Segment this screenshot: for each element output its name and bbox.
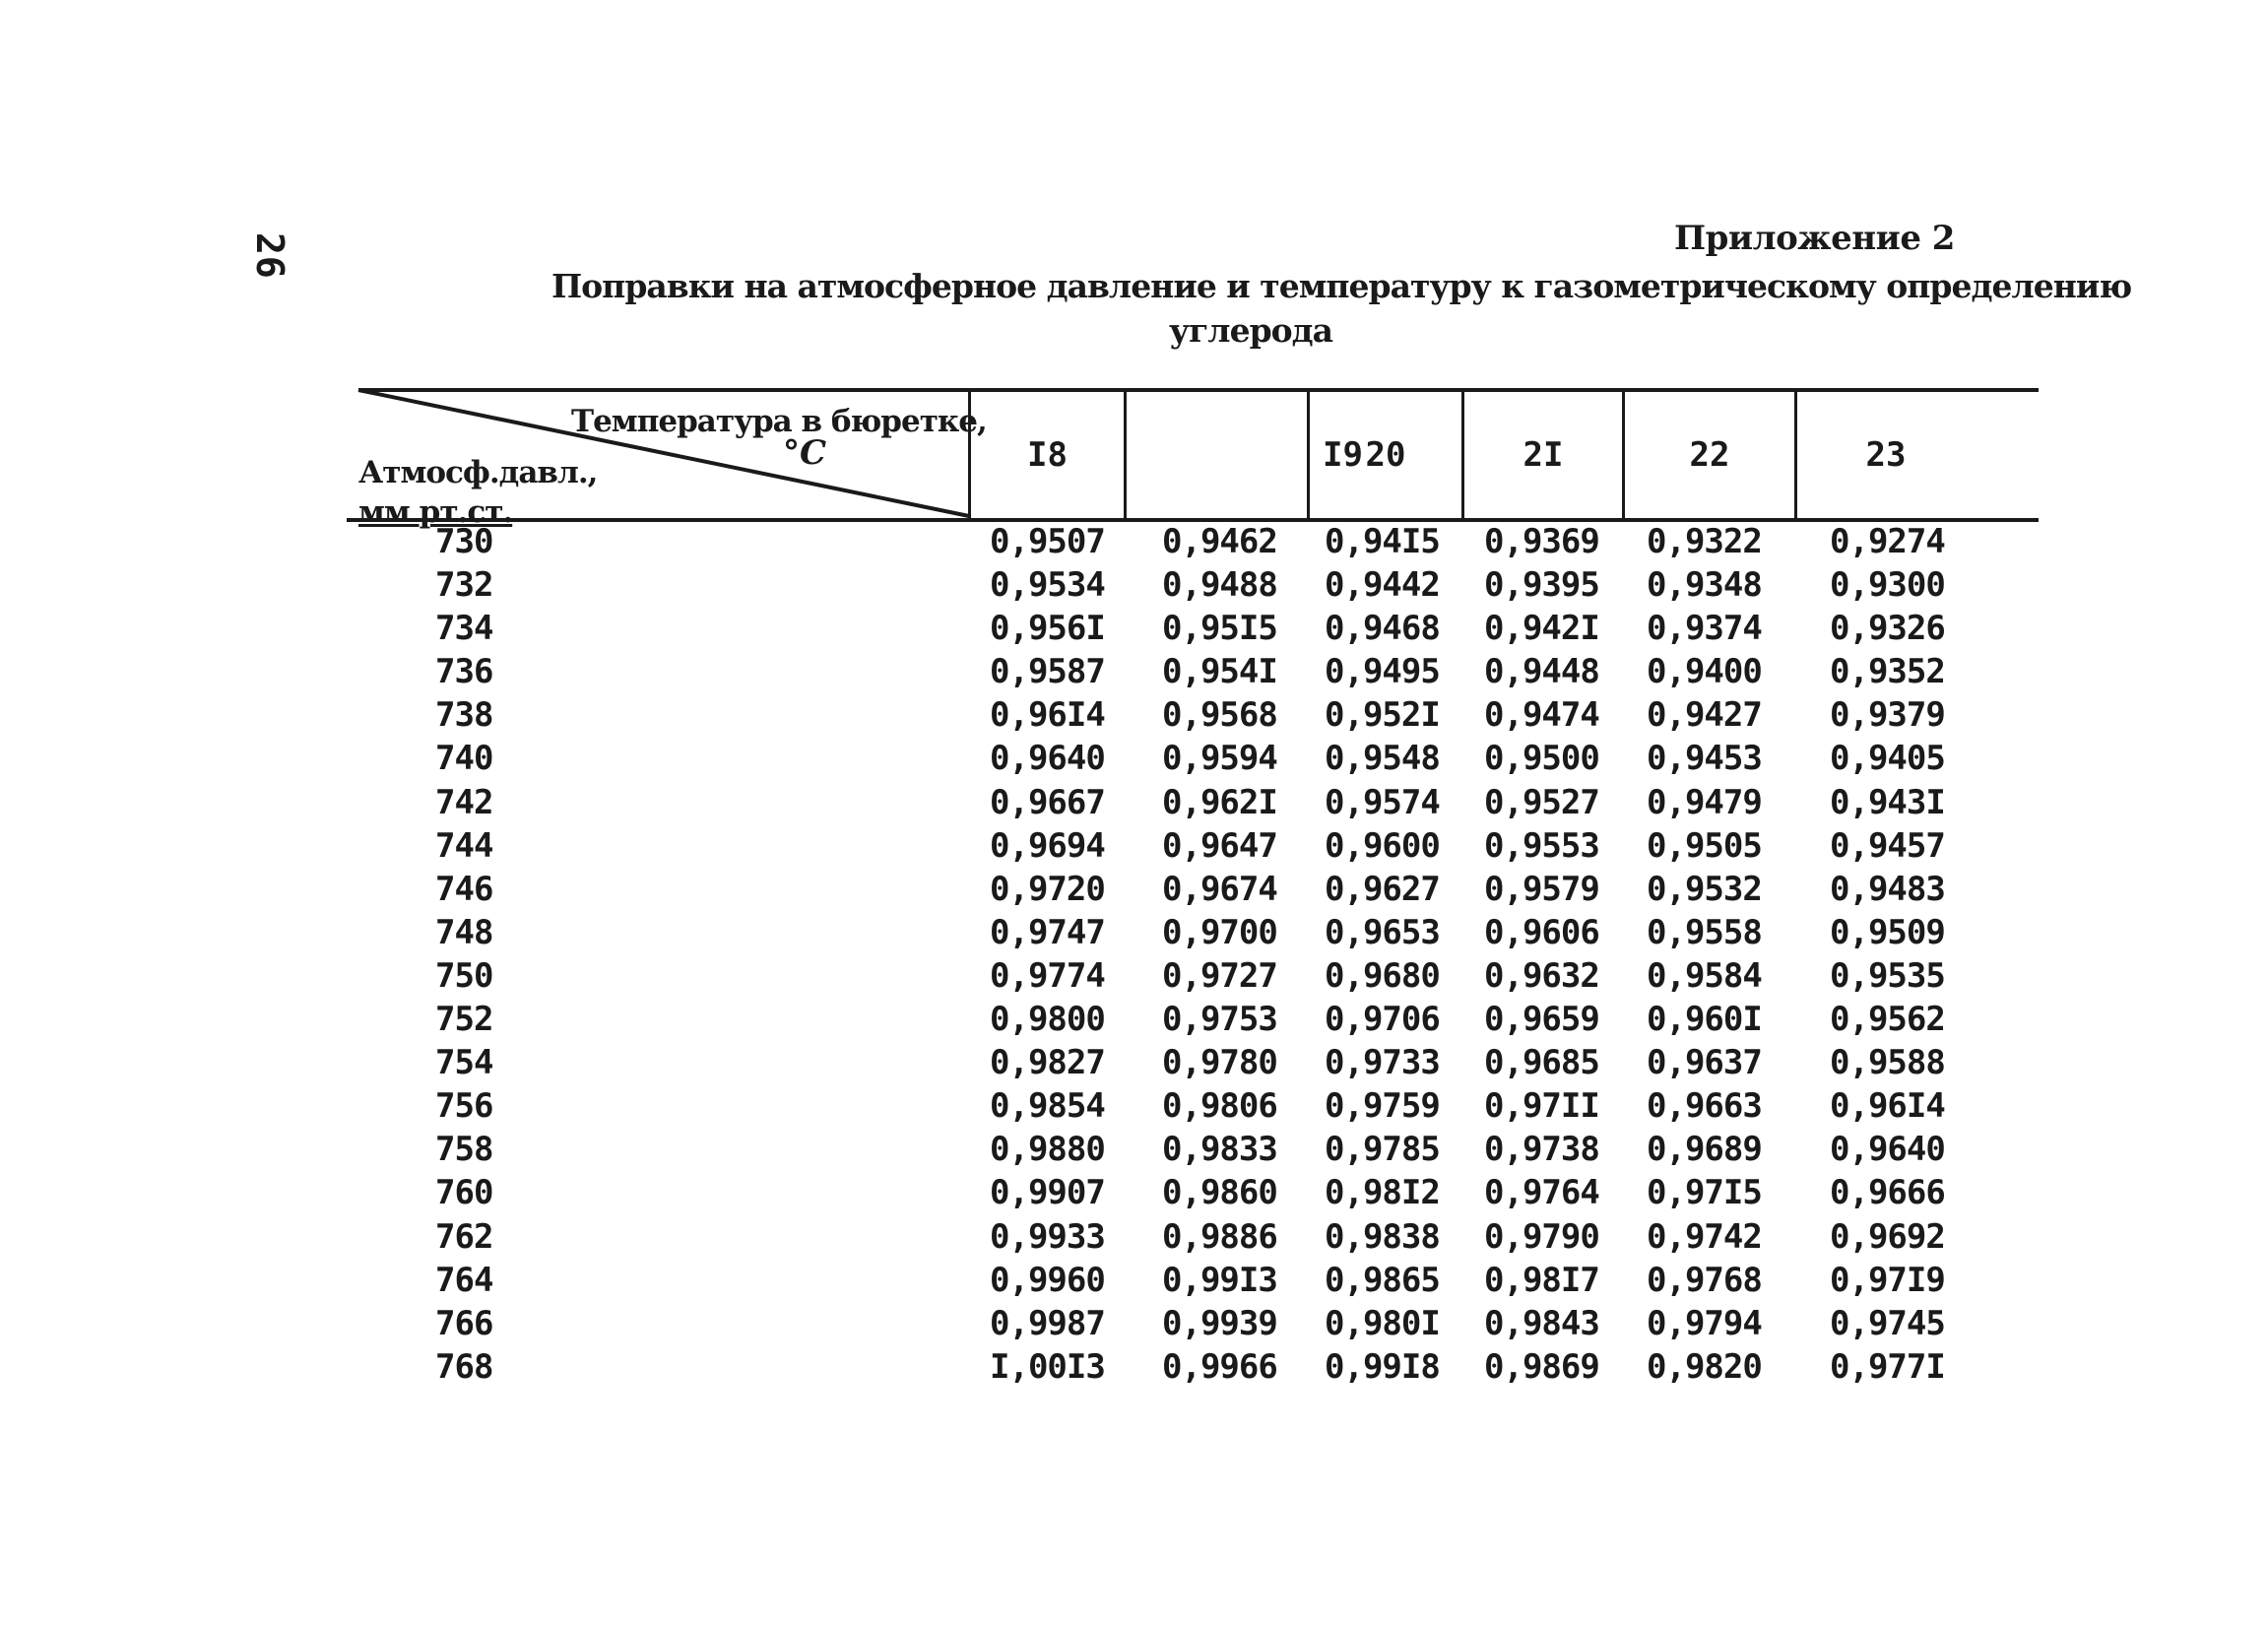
value-cell: 0,9457	[1830, 825, 1945, 866]
pressure-cell: 734	[435, 609, 493, 649]
value-cell: 0,9827	[990, 1043, 1105, 1083]
value-cell: 0,9562	[1830, 1000, 1945, 1040]
value-cell: 0,9405	[1830, 739, 1945, 779]
pressure-cell: 746	[435, 869, 493, 909]
value-cell: 0,9600	[1325, 825, 1440, 866]
value-cell: 0,9800	[990, 1000, 1105, 1040]
value-cell: 0,9700	[1162, 912, 1277, 952]
value-cell: 0,96I4	[990, 695, 1105, 736]
value-cell: 0,9453	[1647, 739, 1762, 779]
pressure-cell: 752	[435, 1000, 493, 1040]
pressure-cell: 766	[435, 1303, 493, 1343]
value-cell: 0,9733	[1325, 1043, 1440, 1083]
table-row	[345, 695, 2039, 739]
table-row	[345, 826, 2039, 870]
value-cell: 0,9395	[1484, 565, 1599, 606]
value-cell: 0,9753	[1162, 1000, 1277, 1040]
value-cell: 0,9532	[1647, 869, 1762, 909]
table-row	[345, 956, 2039, 1000]
value-cell: 0,9507	[990, 522, 1105, 561]
value-cell: 0,9326	[1830, 609, 1945, 649]
value-cell: 0,980I	[1325, 1303, 1440, 1343]
table-row	[345, 1304, 2039, 1347]
value-cell: 0,9960	[990, 1260, 1105, 1300]
pressure-label	[358, 453, 597, 532]
pressure-cell: 740	[435, 739, 493, 779]
value-cell: 0,9939	[1162, 1303, 1277, 1343]
value-cell: 0,9322	[1647, 522, 1762, 561]
value-cell: 0,9348	[1647, 565, 1762, 606]
value-cell: 0,9534	[990, 565, 1105, 606]
value-cell: 0,942I	[1484, 609, 1599, 649]
value-cell: 0,94I5	[1325, 522, 1440, 561]
value-cell: 0,9780	[1162, 1043, 1277, 1083]
table-body	[345, 522, 2039, 1391]
value-cell: 0,9632	[1484, 955, 1599, 996]
value-cell: 0,954I	[1162, 652, 1277, 692]
value-cell: 0,9369	[1484, 522, 1599, 561]
value-cell: 0,97II	[1484, 1086, 1599, 1127]
value-cell: 0,9886	[1162, 1216, 1277, 1257]
value-cell: 0,9274	[1830, 522, 1945, 561]
value-cell: 0,99I8	[1325, 1346, 1440, 1387]
pressure-cell: 738	[435, 695, 493, 736]
pressure-cell: 742	[435, 782, 493, 822]
value-cell: 0,96I4	[1830, 1086, 1945, 1127]
page-number: 26	[248, 232, 292, 280]
pressure-cell: 744	[435, 825, 493, 866]
value-cell: 0,9720	[990, 869, 1105, 909]
column-header-21: 2I	[1523, 435, 1564, 475]
value-cell: 0,9907	[990, 1173, 1105, 1213]
value-cell: 0,9474	[1484, 695, 1599, 736]
temperature-label: Температура в бюретке,	[571, 404, 987, 439]
value-cell: 0,9374	[1647, 609, 1762, 649]
value-cell: 0,9794	[1647, 1303, 1762, 1343]
value-cell: 0,9689	[1647, 1130, 1762, 1170]
pressure-label-line-2: мм рт.ст.	[358, 494, 513, 530]
value-cell: 0,9653	[1325, 912, 1440, 952]
value-cell: 0,9558	[1647, 912, 1762, 952]
value-cell: 0,98I7	[1484, 1260, 1599, 1300]
value-cell: 0,97I9	[1830, 1260, 1945, 1300]
pressure-cell: 730	[435, 522, 493, 561]
value-cell: 0,9352	[1830, 652, 1945, 692]
pressure-cell: 748	[435, 912, 493, 952]
value-cell: 0,9674	[1162, 869, 1277, 909]
value-cell: 0,9838	[1325, 1216, 1440, 1257]
value-cell: 0,9488	[1162, 565, 1277, 606]
value-cell: 0,9966	[1162, 1346, 1277, 1387]
value-cell: 0,95I5	[1162, 609, 1277, 649]
value-cell: 0,962I	[1162, 782, 1277, 822]
title-line-1: Поправки на атмосферное давление и температуру к газометрическому определению	[551, 267, 2132, 305]
value-cell: 0,9509	[1830, 912, 1945, 952]
value-cell: 0,9500	[1484, 739, 1599, 779]
value-cell: 0,9933	[990, 1216, 1105, 1257]
table-row	[345, 522, 2039, 565]
table-row	[345, 1086, 2039, 1130]
value-cell: 0,9627	[1325, 869, 1440, 909]
value-cell: 0,9860	[1162, 1173, 1277, 1213]
value-cell: 0,9768	[1647, 1260, 1762, 1300]
table-row	[345, 1217, 2039, 1261]
value-cell: 0,9764	[1484, 1173, 1599, 1213]
value-cell: 0,9588	[1830, 1043, 1945, 1083]
value-cell: 0,9495	[1325, 652, 1440, 692]
value-cell: 0,9579	[1484, 869, 1599, 909]
value-cell: 0,98I2	[1325, 1173, 1440, 1213]
table-row	[345, 1173, 2039, 1216]
pressure-cell: 762	[435, 1216, 493, 1257]
value-cell: 0,9568	[1162, 695, 1277, 736]
value-cell: 0,9462	[1162, 522, 1277, 561]
value-cell: 0,9640	[990, 739, 1105, 779]
value-cell: 0,9448	[1484, 652, 1599, 692]
temperature-unit: °C	[783, 433, 827, 473]
value-cell: 0,9548	[1325, 739, 1440, 779]
table-row	[345, 609, 2039, 652]
value-cell: 0,9987	[990, 1303, 1105, 1343]
title-line-2: углерода	[1168, 311, 1333, 350]
pressure-cell: 732	[435, 565, 493, 606]
value-cell: 0,9833	[1162, 1130, 1277, 1170]
pressure-cell: 756	[435, 1086, 493, 1127]
value-cell: 0,9527	[1484, 782, 1599, 822]
value-cell: 0,9854	[990, 1086, 1105, 1127]
column-header-23: 23	[1865, 435, 1907, 475]
page-title	[551, 264, 2132, 353]
value-cell: 0,9742	[1647, 1216, 1762, 1257]
table-row	[345, 739, 2039, 782]
table-row	[345, 1043, 2039, 1086]
value-cell: 0,9442	[1325, 565, 1440, 606]
table-row	[345, 1130, 2039, 1173]
value-cell: 0,9774	[990, 955, 1105, 996]
value-cell: 0,9505	[1647, 825, 1762, 866]
value-cell: 0,9379	[1830, 695, 1945, 736]
value-cell: 0,960I	[1647, 1000, 1762, 1040]
value-cell: 0,99I3	[1162, 1260, 1277, 1300]
value-cell: 0,9594	[1162, 739, 1277, 779]
table-row	[345, 1347, 2039, 1391]
value-cell: 0,9880	[990, 1130, 1105, 1170]
pressure-cell: 736	[435, 652, 493, 692]
value-cell: 0,9745	[1830, 1303, 1945, 1343]
value-cell: 0,9869	[1484, 1346, 1599, 1387]
value-cell: 0,9738	[1484, 1130, 1599, 1170]
value-cell: 0,9747	[990, 912, 1105, 952]
value-cell: 0,9483	[1830, 869, 1945, 909]
value-cell: 0,9587	[990, 652, 1105, 692]
value-cell: 0,9479	[1647, 782, 1762, 822]
value-cell: 0,9640	[1830, 1130, 1945, 1170]
pressure-label-line-1: Атмосф.давл.,	[358, 455, 598, 490]
value-cell: 0,9706	[1325, 1000, 1440, 1040]
value-cell: 0,9685	[1484, 1043, 1599, 1083]
column-header-22: 22	[1689, 435, 1730, 475]
value-cell: 0,9584	[1647, 955, 1762, 996]
value-cell: 0,9727	[1162, 955, 1277, 996]
value-cell: 0,9694	[990, 825, 1105, 866]
value-cell: 0,9553	[1484, 825, 1599, 866]
value-cell: 0,956I	[990, 609, 1105, 649]
value-cell: 0,9843	[1484, 1303, 1599, 1343]
value-cell: 0,9606	[1484, 912, 1599, 952]
value-cell: 0,9535	[1830, 955, 1945, 996]
value-cell: 0,9574	[1325, 782, 1440, 822]
value-cell: 0,9785	[1325, 1130, 1440, 1170]
pressure-cell: 760	[435, 1173, 493, 1213]
table-row	[345, 652, 2039, 695]
column-header-18: I8	[1027, 435, 1068, 475]
value-cell: 0,9659	[1484, 1000, 1599, 1040]
pressure-cell: 764	[435, 1260, 493, 1300]
table-row	[345, 913, 2039, 956]
value-cell: 0,97I5	[1647, 1173, 1762, 1213]
value-cell: 0,977I	[1830, 1346, 1945, 1387]
value-cell: 0,9666	[1830, 1173, 1945, 1213]
pressure-cell: 758	[435, 1130, 493, 1170]
column-header-20: 20	[1365, 435, 1406, 475]
value-cell: 0,9680	[1325, 955, 1440, 996]
value-cell: 0,9790	[1484, 1216, 1599, 1257]
value-cell: 0,9759	[1325, 1086, 1440, 1127]
column-header-19: I9	[1323, 435, 1363, 475]
table-row	[345, 1261, 2039, 1304]
pressure-cell: 754	[435, 1043, 493, 1083]
value-cell: 0,9647	[1162, 825, 1277, 866]
pressure-cell: 768	[435, 1346, 493, 1387]
value-cell: 0,9667	[990, 782, 1105, 822]
value-cell: 0,943I	[1830, 782, 1945, 822]
value-cell: 0,9865	[1325, 1260, 1440, 1300]
value-cell: 0,952I	[1325, 695, 1440, 736]
appendix-label: Приложение 2	[1674, 219, 1955, 258]
table-row	[345, 1000, 2039, 1043]
value-cell: 0,9468	[1325, 609, 1440, 649]
value-cell: 0,9692	[1830, 1216, 1945, 1257]
value-cell: 0,9663	[1647, 1086, 1762, 1127]
value-cell: 0,9806	[1162, 1086, 1277, 1127]
table-row	[345, 870, 2039, 913]
value-cell: 0,9820	[1647, 1346, 1762, 1387]
value-cell: I,00I3	[990, 1346, 1105, 1387]
value-cell: 0,9300	[1830, 565, 1945, 606]
table-row	[345, 565, 2039, 609]
value-cell: 0,9400	[1647, 652, 1762, 692]
table-row	[345, 783, 2039, 826]
value-cell: 0,9637	[1647, 1043, 1762, 1083]
value-cell: 0,9427	[1647, 695, 1762, 736]
pressure-cell: 750	[435, 955, 493, 996]
